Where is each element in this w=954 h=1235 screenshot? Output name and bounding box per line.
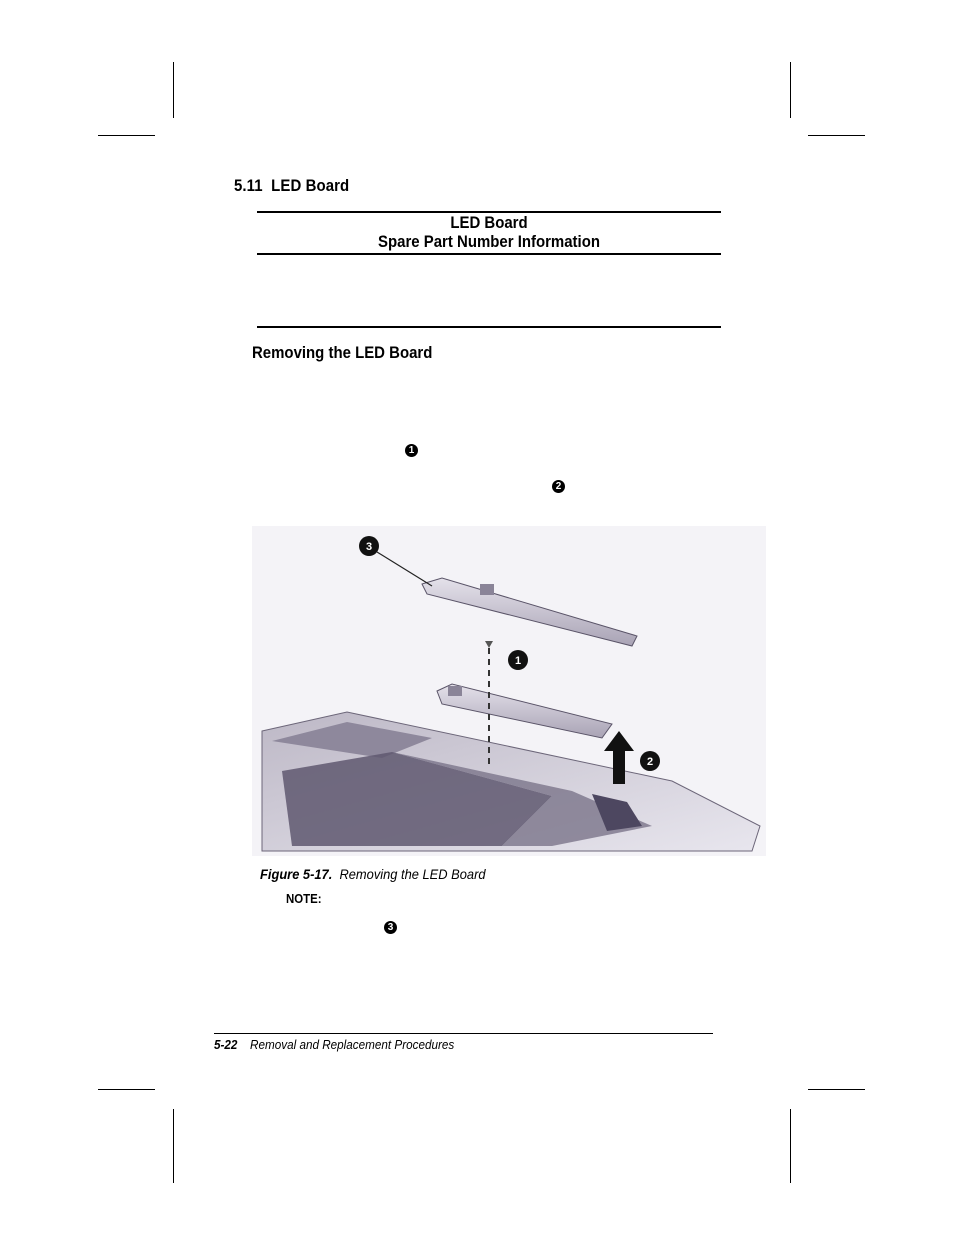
led-board-illustration-icon xyxy=(252,526,766,856)
crop-mark xyxy=(790,1109,791,1183)
crop-mark xyxy=(173,62,174,118)
table-header-line-1: LED Board xyxy=(450,213,528,232)
callout-2-glyph: 2 xyxy=(552,480,565,493)
caption-label: Figure 5-17. xyxy=(260,866,333,882)
table-bottom-rule xyxy=(257,326,721,328)
crop-mark xyxy=(173,1109,174,1183)
figure-callout-1-label: 1 xyxy=(514,655,522,667)
callout-3-glyph: 3 xyxy=(384,921,397,934)
led-board-removal-figure xyxy=(252,526,766,856)
table-header-rule xyxy=(257,253,721,255)
table-header-line-2: Spare Part Number Information xyxy=(378,232,600,251)
subheading: Removing the LED Board xyxy=(252,343,433,362)
section-name: LED Board xyxy=(271,176,350,195)
figure-caption xyxy=(260,866,486,882)
note-label: NOTE: xyxy=(286,891,322,906)
board-component xyxy=(480,584,494,595)
callout-1-glyph: 1 xyxy=(405,444,418,457)
figure-callout-2-label: 2 xyxy=(646,756,654,768)
crop-mark xyxy=(808,135,865,136)
crop-mark xyxy=(98,135,155,136)
section-title xyxy=(234,176,349,196)
crop-mark xyxy=(790,62,791,118)
caption-text: Removing the LED Board xyxy=(339,866,486,882)
crop-mark xyxy=(98,1089,155,1090)
board-component xyxy=(448,686,462,696)
chapter-title: Removal and Replacement Procedures xyxy=(250,1037,455,1052)
crop-mark xyxy=(808,1089,865,1090)
page-number: 5-22 xyxy=(214,1037,238,1052)
spare-part-table-header xyxy=(257,213,721,251)
footer-rule xyxy=(214,1033,713,1034)
figure-callout-3-label: 3 xyxy=(365,541,373,553)
page-footer xyxy=(214,1037,454,1052)
section-number: 5.11 xyxy=(234,176,263,195)
